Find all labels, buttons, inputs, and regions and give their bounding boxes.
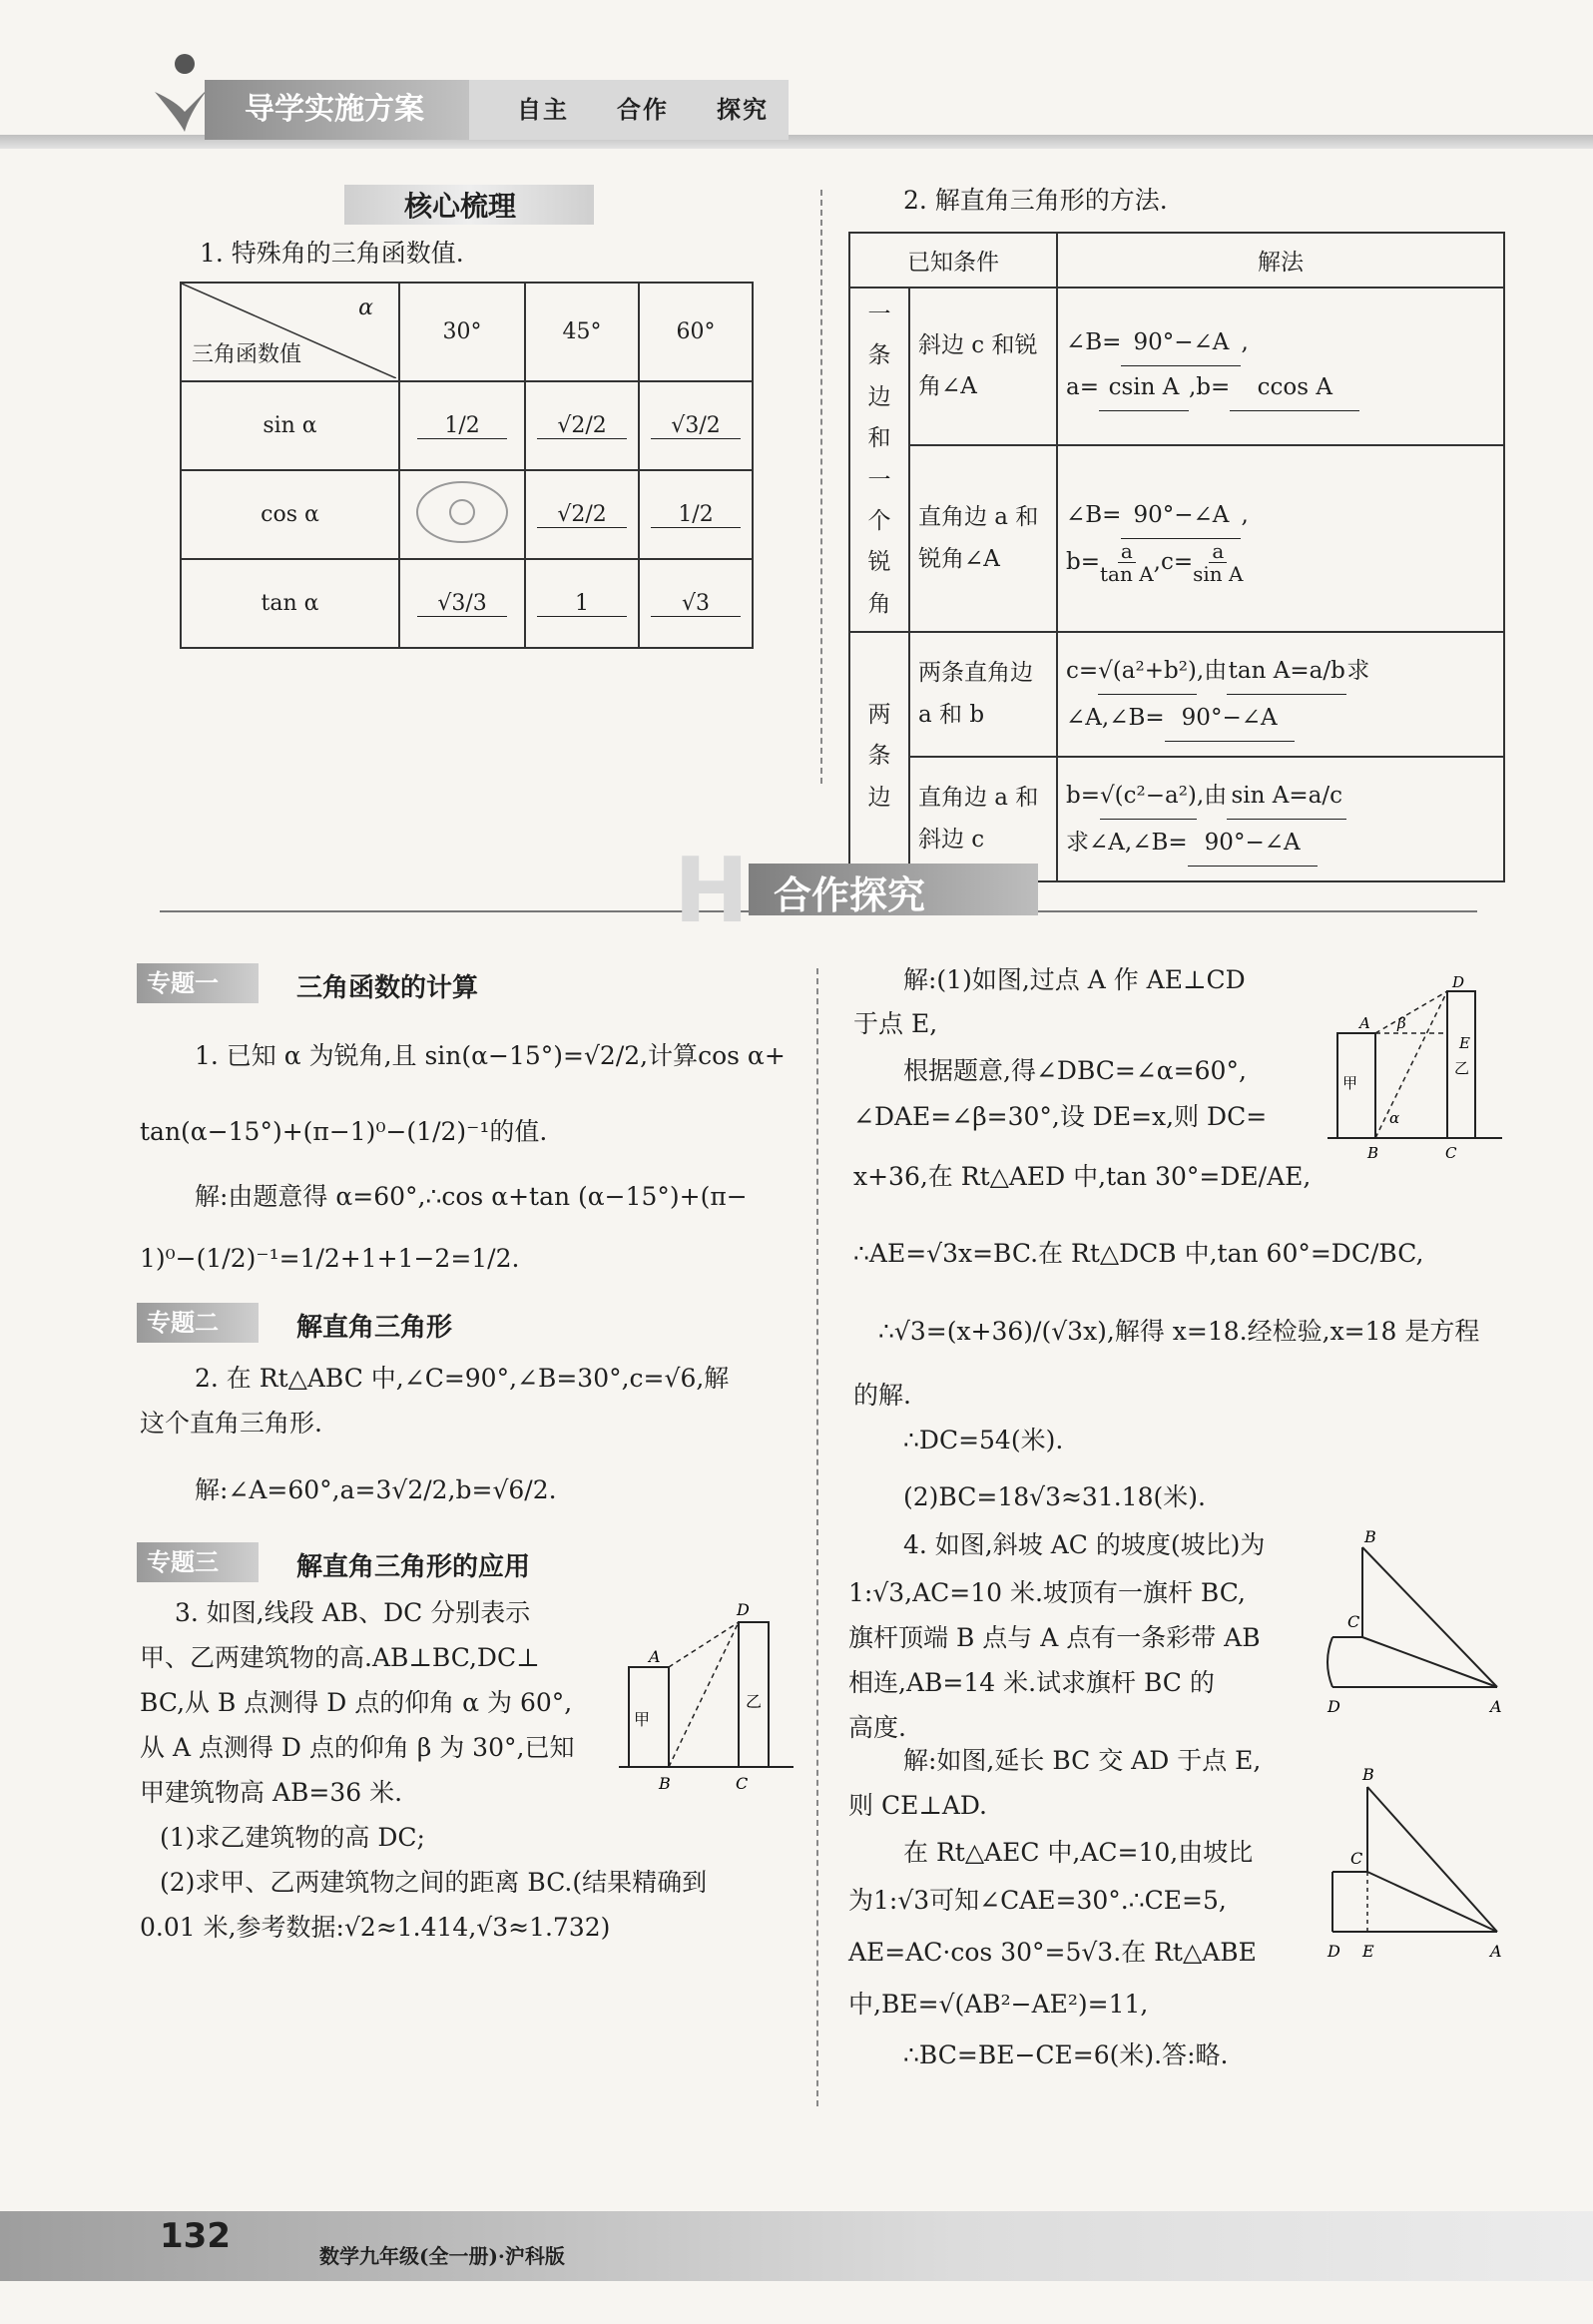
svg-text:C: C	[736, 1774, 749, 1793]
column-divider	[816, 968, 818, 2106]
q2-line: 2. 在 Rt△ABC 中,∠C=90°,∠B=30°,c=√6,解	[195, 1364, 730, 1393]
svg-text:D: D	[1452, 973, 1465, 991]
core-item1: 1. 特殊角的三角函数值.	[200, 239, 464, 268]
corner-alpha: α	[358, 295, 373, 320]
q1-line: tan(α−15°)+(π−1)⁰−(1/2)⁻¹的值.	[140, 1117, 548, 1146]
svg-text:B: B	[1364, 1527, 1376, 1546]
fn-label: cos α	[181, 470, 399, 559]
fn-label: sin α	[181, 381, 399, 470]
s3-line: 根据题意,得∠DBC=∠α=60°,	[903, 1056, 1247, 1085]
method-solution: ∠B= 90°−∠A , a= csin A ,b= ccos A	[1057, 288, 1504, 445]
svg-text:C: C	[1347, 1612, 1360, 1631]
page-number: 132	[160, 2216, 231, 2256]
svg-text:甲: 甲	[1342, 1074, 1358, 1092]
svg-text:D: D	[1328, 1942, 1340, 1961]
s3-line: x+36,在 Rt△AED 中,tan 30°=DE/AE,	[853, 1162, 1312, 1191]
core-heading: 核心梳理	[404, 190, 517, 223]
figure-slope-solution	[1323, 1762, 1512, 1972]
s4-line: ∴BC=BE−CE=6(米).答:略.	[903, 2040, 1229, 2069]
figure-slope	[1323, 1527, 1512, 1727]
topic-tag: 专题一	[137, 963, 259, 1003]
q4-line: 旗杆顶端 B 点与 A 点有一条彩带 AB	[848, 1623, 1261, 1652]
figure-buildings-solution	[1318, 973, 1507, 1163]
s3-line: ∠DAE=∠β=30°,设 DE=x,则 DC=	[853, 1102, 1268, 1131]
svg-text:E: E	[1459, 1034, 1470, 1052]
svg-text:乙: 乙	[1454, 1059, 1470, 1077]
svg-text:乙: 乙	[746, 1692, 763, 1711]
column-divider	[820, 190, 822, 784]
s3-line: 于点 E,	[853, 1009, 938, 1038]
trig-value: 1/2	[639, 470, 753, 559]
trig-value: √3/3	[399, 559, 525, 648]
trig-value: √3/2	[639, 381, 753, 470]
trig-value: √2/2	[525, 470, 639, 559]
q3-line: BC,从 B 点测得 D 点的仰角 α 为 60°,	[140, 1688, 573, 1717]
s4-line: 在 Rt△AEC 中,AC=10,由坡比	[903, 1838, 1254, 1867]
core-item2: 2. 解直角三角形的方法.	[903, 186, 1168, 215]
corner-label: 三角函数值	[192, 342, 302, 367]
topic-tag: 专题三	[137, 1542, 259, 1582]
svg-text:D: D	[1328, 1697, 1340, 1716]
trig-value: √3	[639, 559, 753, 648]
method-head-solve: 解法	[1057, 233, 1504, 288]
stamp-icon	[412, 477, 512, 547]
svg-text:A: A	[649, 1647, 661, 1666]
s4-line: 则 CE⊥AD.	[848, 1791, 987, 1820]
q3-line: 甲建筑物高 AB=36 米.	[140, 1778, 403, 1807]
method-known: 两条直角边 a 和 b	[909, 632, 1057, 757]
method-group2: 两条边	[849, 632, 909, 881]
svg-text:E: E	[1362, 1942, 1374, 1961]
q3-line: 甲、乙两建筑物的高.AB⊥BC,DC⊥	[140, 1643, 540, 1672]
svg-text:C: C	[1445, 1144, 1457, 1162]
header-tabs	[469, 80, 789, 140]
figure-buildings	[619, 1597, 798, 1797]
angle-header: 45°	[525, 283, 639, 381]
header-title: 导学实施方案	[205, 80, 504, 140]
angle-header: 60°	[639, 283, 753, 381]
s3-line: ∴DC=54(米).	[903, 1426, 1064, 1454]
method-known: 直角边 a 和斜边 c	[909, 757, 1057, 881]
topic-title: 解直角三角形	[296, 1313, 453, 1343]
svg-text:A: A	[1490, 1697, 1502, 1716]
s4-line: 中,BE=√(AB²−AE²)=11,	[848, 1990, 1149, 2019]
banner-letter-h: H	[674, 839, 750, 943]
svg-text:B: B	[1367, 1144, 1379, 1162]
method-solution: ∠B= 90°−∠A , b= $\frac{a}{\text{tan A}}$ ,c= $\frac{a}{\text{sin A}}$	[1057, 445, 1504, 632]
svg-text:D: D	[737, 1600, 750, 1619]
svg-text:α: α	[1389, 1109, 1400, 1127]
q3-line: 0.01 米,参考数据:√2≈1.414,√3≈1.732)	[140, 1913, 611, 1942]
svg-text:A: A	[1490, 1942, 1502, 1961]
q4-line: 高度.	[848, 1713, 906, 1742]
method-solution: b=√(c²−a²),由 sin A=a/c 求∠A,∠B= 90°−∠A	[1057, 757, 1504, 881]
trig-corner	[181, 283, 399, 381]
svg-text:A: A	[1359, 1014, 1370, 1032]
q4-line: 4. 如图,斜坡 AC 的坡度(坡比)为	[903, 1530, 1266, 1559]
s4-line: AE=AC·cos 30°=5√3.在 Rt△ABE	[848, 1938, 1257, 1967]
q4-line: 1:√3,AC=10 米.坡顶有一旗杆 BC,	[848, 1578, 1246, 1607]
s3-line: (2)BC=18√3≈31.18(米).	[903, 1482, 1206, 1511]
method-group1: 一条边和一个锐角	[849, 288, 909, 632]
q3-line: (1)求乙建筑物的高 DC;	[160, 1823, 425, 1852]
header-tab: 探究	[717, 96, 769, 124]
footer-band	[0, 2211, 1593, 2281]
book-title: 数学九年级(全一册)·沪科版	[319, 2244, 565, 2268]
s1-line: 解:由题意得 α=60°,∴cos α+tan (α−15°)+(π−	[195, 1182, 748, 1211]
method-head-known: 已知条件	[849, 233, 1057, 288]
svg-text:C: C	[1350, 1849, 1363, 1868]
q1-line: 1. 已知 α 为锐角,且 sin(α−15°)=√2/2,计算cos α+	[195, 1041, 786, 1070]
svg-text:B: B	[1362, 1765, 1374, 1784]
q4-line: 相连,AB=14 米.试求旗杆 BC 的	[848, 1668, 1215, 1697]
s1-line: 1)⁰−(1/2)⁻¹=1/2+1+1−2=1/2.	[140, 1244, 520, 1273]
trig-value: 1/2	[399, 381, 525, 470]
s3-line: 解:(1)如图,过点 A 作 AE⊥CD	[903, 965, 1246, 994]
trig-table	[180, 282, 754, 649]
method-known: 直角边 a 和锐角∠A	[909, 445, 1057, 632]
s4-line: 为1:√3可知∠CAE=30°.∴CE=5,	[848, 1886, 1227, 1915]
s4-line: 解:如图,延长 BC 交 AD 于点 E,	[903, 1746, 1262, 1775]
method-solution: c=√(a²+b²),由tan A=a/b求 ∠A,∠B= 90°−∠A	[1057, 632, 1504, 757]
angle-header: 30°	[399, 283, 525, 381]
s3-line: 的解.	[853, 1381, 911, 1410]
trig-value: √2/2	[525, 381, 639, 470]
trig-value: 1	[525, 559, 639, 648]
s2-line: 解:∠A=60°,a=3√2/2,b=√6/2.	[195, 1475, 557, 1504]
method-table	[848, 232, 1505, 882]
q3-line: (2)求甲、乙两建筑物之间的距离 BC.(结果精确到	[160, 1868, 708, 1897]
s3-line: ∴√3=(x+36)/(√3x),解得 x=18.经检验,x=18 是方程	[878, 1317, 1480, 1346]
fn-label: tan α	[181, 559, 399, 648]
svg-text:甲: 甲	[634, 1710, 651, 1729]
method-known: 斜边 c 和锐角∠A	[909, 288, 1057, 445]
banner-title: 合作探究	[774, 873, 926, 917]
svg-text:β: β	[1397, 1014, 1406, 1032]
svg-text:B: B	[659, 1774, 671, 1793]
q3-line: 3. 如图,线段 AB、DC 分别表示	[175, 1598, 531, 1627]
topic-tag: 专题二	[137, 1303, 259, 1343]
header-tab: 合作	[617, 96, 669, 124]
topic-title: 解直角三角形的应用	[296, 1552, 531, 1582]
header-tab: 自主	[517, 96, 569, 124]
s3-line: ∴AE=√3x=BC.在 Rt△DCB 中,tan 60°=DC/BC,	[853, 1239, 1424, 1268]
q3-line: 从 A 点测得 D 点的仰角 β 为 30°,已知	[140, 1733, 575, 1762]
q2-line: 这个直角三角形.	[140, 1409, 322, 1438]
topic-title: 三角函数的计算	[296, 973, 479, 1003]
trig-value-stamped	[399, 470, 525, 559]
